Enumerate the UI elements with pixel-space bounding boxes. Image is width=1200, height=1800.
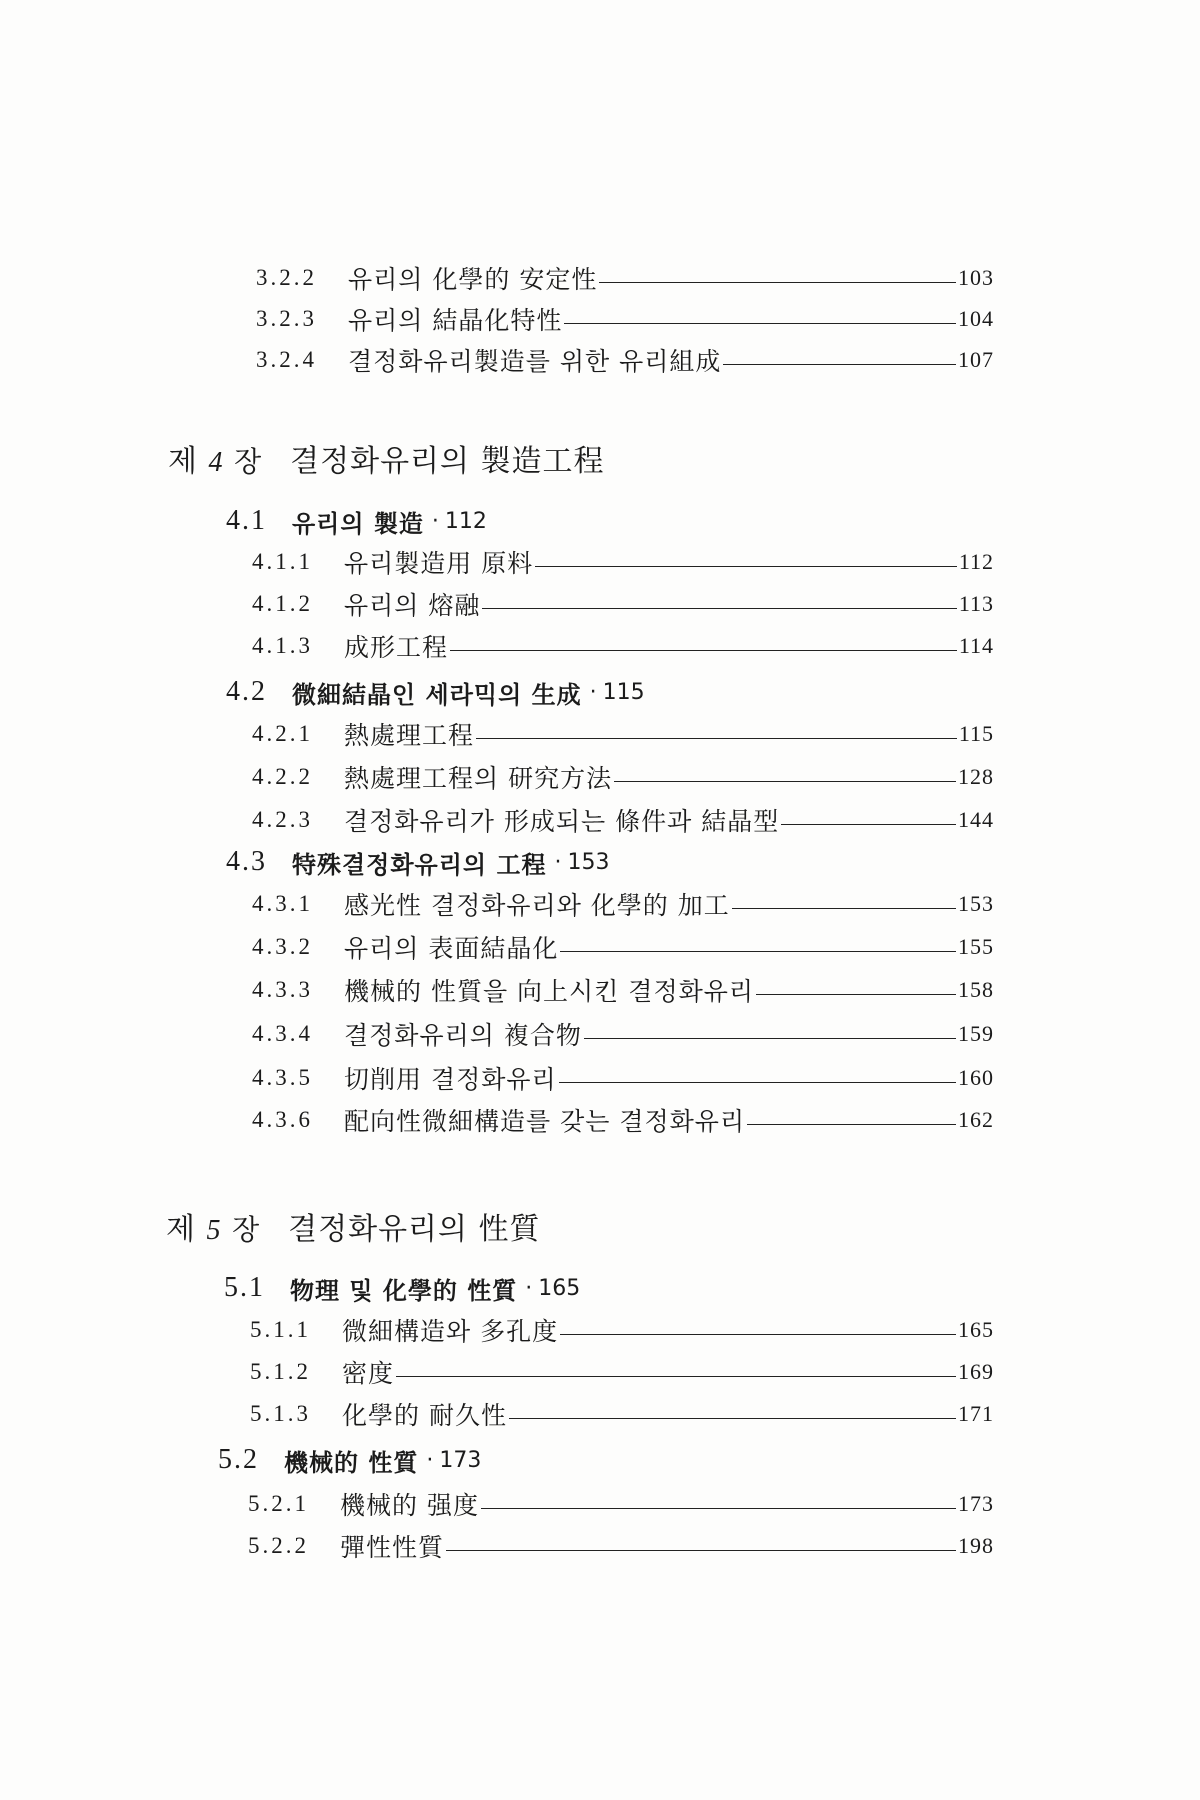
section-number: 5.2 <box>218 1444 259 1475</box>
entry-number: 5.2.1 <box>248 1491 309 1516</box>
toc-entry-5-1-3 <box>250 1394 994 1434</box>
toc-entry-5-1-1 <box>250 1310 994 1350</box>
entry-title: 機械的 性質을 向上시킨 결정화유리 <box>344 977 755 1006</box>
section-number: 4.2 <box>226 676 267 707</box>
entry-title: 결정화유리가 形成되는 條件과 結晶型 <box>344 807 780 836</box>
separator-dot: · <box>426 1447 434 1473</box>
dot-leader <box>564 323 956 324</box>
toc-entry-4-3-3 <box>252 970 994 1010</box>
entry-page-number: 162 <box>958 1107 994 1132</box>
toc-entry-4-3-5 <box>252 1058 994 1098</box>
entry-page-number: 171 <box>958 1401 994 1426</box>
toc-section-4-3 <box>226 842 609 882</box>
dot-leader <box>584 1038 956 1039</box>
separator-dot: · <box>525 1275 533 1301</box>
section-page-number: 153 <box>567 849 610 875</box>
entry-number: 3.2.3 <box>256 306 317 331</box>
section-page-number: 112 <box>444 508 487 534</box>
entry-page-number: 113 <box>958 591 994 616</box>
dot-leader <box>450 650 957 651</box>
entry-title: 유리製造用 原料 <box>344 549 534 578</box>
entry-title: 유리의 熔融 <box>344 591 481 620</box>
entry-number: 4.3.1 <box>252 891 313 916</box>
toc-entry-5-2-1 <box>248 1484 994 1524</box>
entry-title: 微細構造와 多孔度 <box>342 1317 559 1346</box>
toc-entry-4-3-2 <box>252 927 994 967</box>
entry-page-number: 103 <box>958 265 994 290</box>
toc-entry-3-2-3 <box>256 299 994 339</box>
dot-leader <box>396 1376 956 1377</box>
entry-title: 유리의 結晶化特性 <box>348 306 563 335</box>
chapter-title: 결정화유리의 性質 <box>288 1212 541 1247</box>
toc-entry-4-1-2 <box>252 584 994 624</box>
entry-title: 결정화유리의 複合物 <box>344 1021 582 1050</box>
dot-leader <box>559 1082 956 1083</box>
entry-title: 感光性 결정화유리와 化學的 加工 <box>344 891 730 920</box>
section-page-number: 165 <box>538 1275 581 1301</box>
toc-section-5-1 <box>224 1268 580 1308</box>
chapter-marker <box>166 1204 288 1248</box>
chapter-4-heading <box>168 434 605 482</box>
entry-title: 熱處理工程 <box>344 721 475 750</box>
chapter-suffix: 장 <box>232 1213 261 1246</box>
dot-leader <box>723 364 956 365</box>
toc-entry-5-2-2 <box>248 1526 994 1566</box>
toc-entry-4-3-4 <box>252 1014 994 1054</box>
chapter-number: 4 <box>208 447 224 478</box>
entry-title: 결정화유리製造를 위한 유리組成 <box>348 347 722 376</box>
section-number: 4.1 <box>226 505 267 536</box>
entry-number: 3.2.2 <box>256 265 317 290</box>
entry-page-number: 128 <box>958 764 994 789</box>
entry-number: 5.1.1 <box>250 1317 311 1342</box>
toc-entry-3-2-2 <box>256 258 994 298</box>
entry-number: 4.1.1 <box>252 549 313 574</box>
dot-leader <box>560 1334 956 1335</box>
dot-leader <box>732 908 956 909</box>
entry-page-number: 115 <box>958 721 994 746</box>
entry-number: 4.1.2 <box>252 591 313 616</box>
section-title: 微細結晶인 세라믹의 生成 <box>292 680 582 709</box>
dot-leader <box>747 1124 956 1125</box>
entry-page-number: 153 <box>958 891 994 916</box>
entry-title: 유리의 表面結晶化 <box>344 934 559 963</box>
entry-page-number: 198 <box>958 1533 994 1558</box>
dot-leader <box>599 282 956 283</box>
entry-title: 切削用 결정화유리 <box>344 1065 557 1094</box>
entry-title: 密度 <box>342 1359 395 1388</box>
separator-dot: · <box>431 508 439 534</box>
toc-entry-4-1-1 <box>252 542 994 582</box>
chapter-suffix: 장 <box>234 445 263 478</box>
section-number: 5.1 <box>224 1272 265 1303</box>
dot-leader <box>476 738 957 739</box>
section-page-number: 115 <box>602 679 645 705</box>
entry-number: 5.1.3 <box>250 1401 311 1426</box>
section-page-number: 173 <box>439 1447 482 1473</box>
chapter-number: 5 <box>206 1215 222 1246</box>
dot-leader <box>481 1508 956 1509</box>
entry-number: 3.2.4 <box>256 347 317 372</box>
toc-entry-4-3-1 <box>252 884 994 924</box>
entry-number: 4.2.1 <box>252 721 313 746</box>
dot-leader <box>446 1550 956 1551</box>
chapter-prefix: 제 <box>166 1212 196 1247</box>
separator-dot: · <box>589 679 597 705</box>
toc-entry-4-3-6 <box>252 1100 994 1140</box>
entry-number: 4.3.5 <box>252 1065 313 1090</box>
entry-title: 彈性性質 <box>340 1533 445 1562</box>
toc-entry-4-2-2 <box>252 757 994 797</box>
entry-number: 4.2.2 <box>252 764 313 789</box>
entry-page-number: 112 <box>958 549 994 574</box>
entry-page-number: 114 <box>958 633 994 658</box>
dot-leader <box>781 824 956 825</box>
entry-title: 成形工程 <box>344 633 449 662</box>
dot-leader <box>756 994 956 995</box>
entry-number: 4.3.3 <box>252 977 313 1002</box>
dot-leader <box>535 566 957 567</box>
dot-leader <box>560 951 956 952</box>
entry-number: 4.3.6 <box>252 1107 313 1132</box>
entry-title: 熱處理工程의 研究方法 <box>344 764 613 793</box>
entry-number: 5.2.2 <box>248 1533 309 1558</box>
entry-page-number: 155 <box>958 934 994 959</box>
entry-page-number: 173 <box>958 1491 994 1516</box>
toc-entry-4-2-1 <box>252 714 994 754</box>
section-title: 유리의 製造 <box>292 509 424 538</box>
entry-number: 4.2.3 <box>252 807 313 832</box>
entry-page-number: 169 <box>958 1359 994 1384</box>
section-title: 物理 및 化學的 性質 <box>290 1276 518 1305</box>
toc-section-4-2 <box>226 672 645 712</box>
entry-number: 5.1.2 <box>250 1359 311 1384</box>
chapter-5-heading <box>166 1202 541 1250</box>
entry-page-number: 104 <box>958 306 994 331</box>
entry-page-number: 160 <box>958 1065 994 1090</box>
toc-entry-3-2-4 <box>256 340 994 380</box>
entry-title: 機械的 强度 <box>340 1491 479 1520</box>
dot-leader <box>482 608 956 609</box>
entry-title: 配向性微細構造를 갖는 결정화유리 <box>344 1107 746 1136</box>
toc-section-5-2 <box>218 1440 481 1480</box>
dot-leader <box>614 781 956 782</box>
chapter-marker <box>168 436 290 480</box>
chapter-prefix: 제 <box>168 444 198 479</box>
entry-title: 化學的 耐久性 <box>342 1401 507 1430</box>
entry-page-number: 158 <box>958 977 994 1002</box>
section-title: 特殊결정화유리의 工程 <box>292 850 547 879</box>
toc-entry-4-2-3 <box>252 800 994 840</box>
toc-entry-5-1-2 <box>250 1352 994 1392</box>
chapter-title: 결정화유리의 製造工程 <box>290 444 605 479</box>
toc-entry-4-1-3 <box>252 626 994 666</box>
entry-number: 4.3.2 <box>252 934 313 959</box>
entry-page-number: 107 <box>958 347 994 372</box>
entry-page-number: 165 <box>958 1317 994 1342</box>
toc-section-4-1 <box>226 501 487 541</box>
entry-number: 4.3.4 <box>252 1021 313 1046</box>
section-number: 4.3 <box>226 846 267 877</box>
section-title: 機械的 性質 <box>284 1448 419 1477</box>
entry-number: 4.1.3 <box>252 633 313 658</box>
separator-dot: · <box>554 849 562 875</box>
entry-title: 유리의 化學的 安定性 <box>348 265 598 294</box>
entry-page-number: 159 <box>958 1021 994 1046</box>
entry-page-number: 144 <box>958 807 994 832</box>
dot-leader <box>509 1418 956 1419</box>
